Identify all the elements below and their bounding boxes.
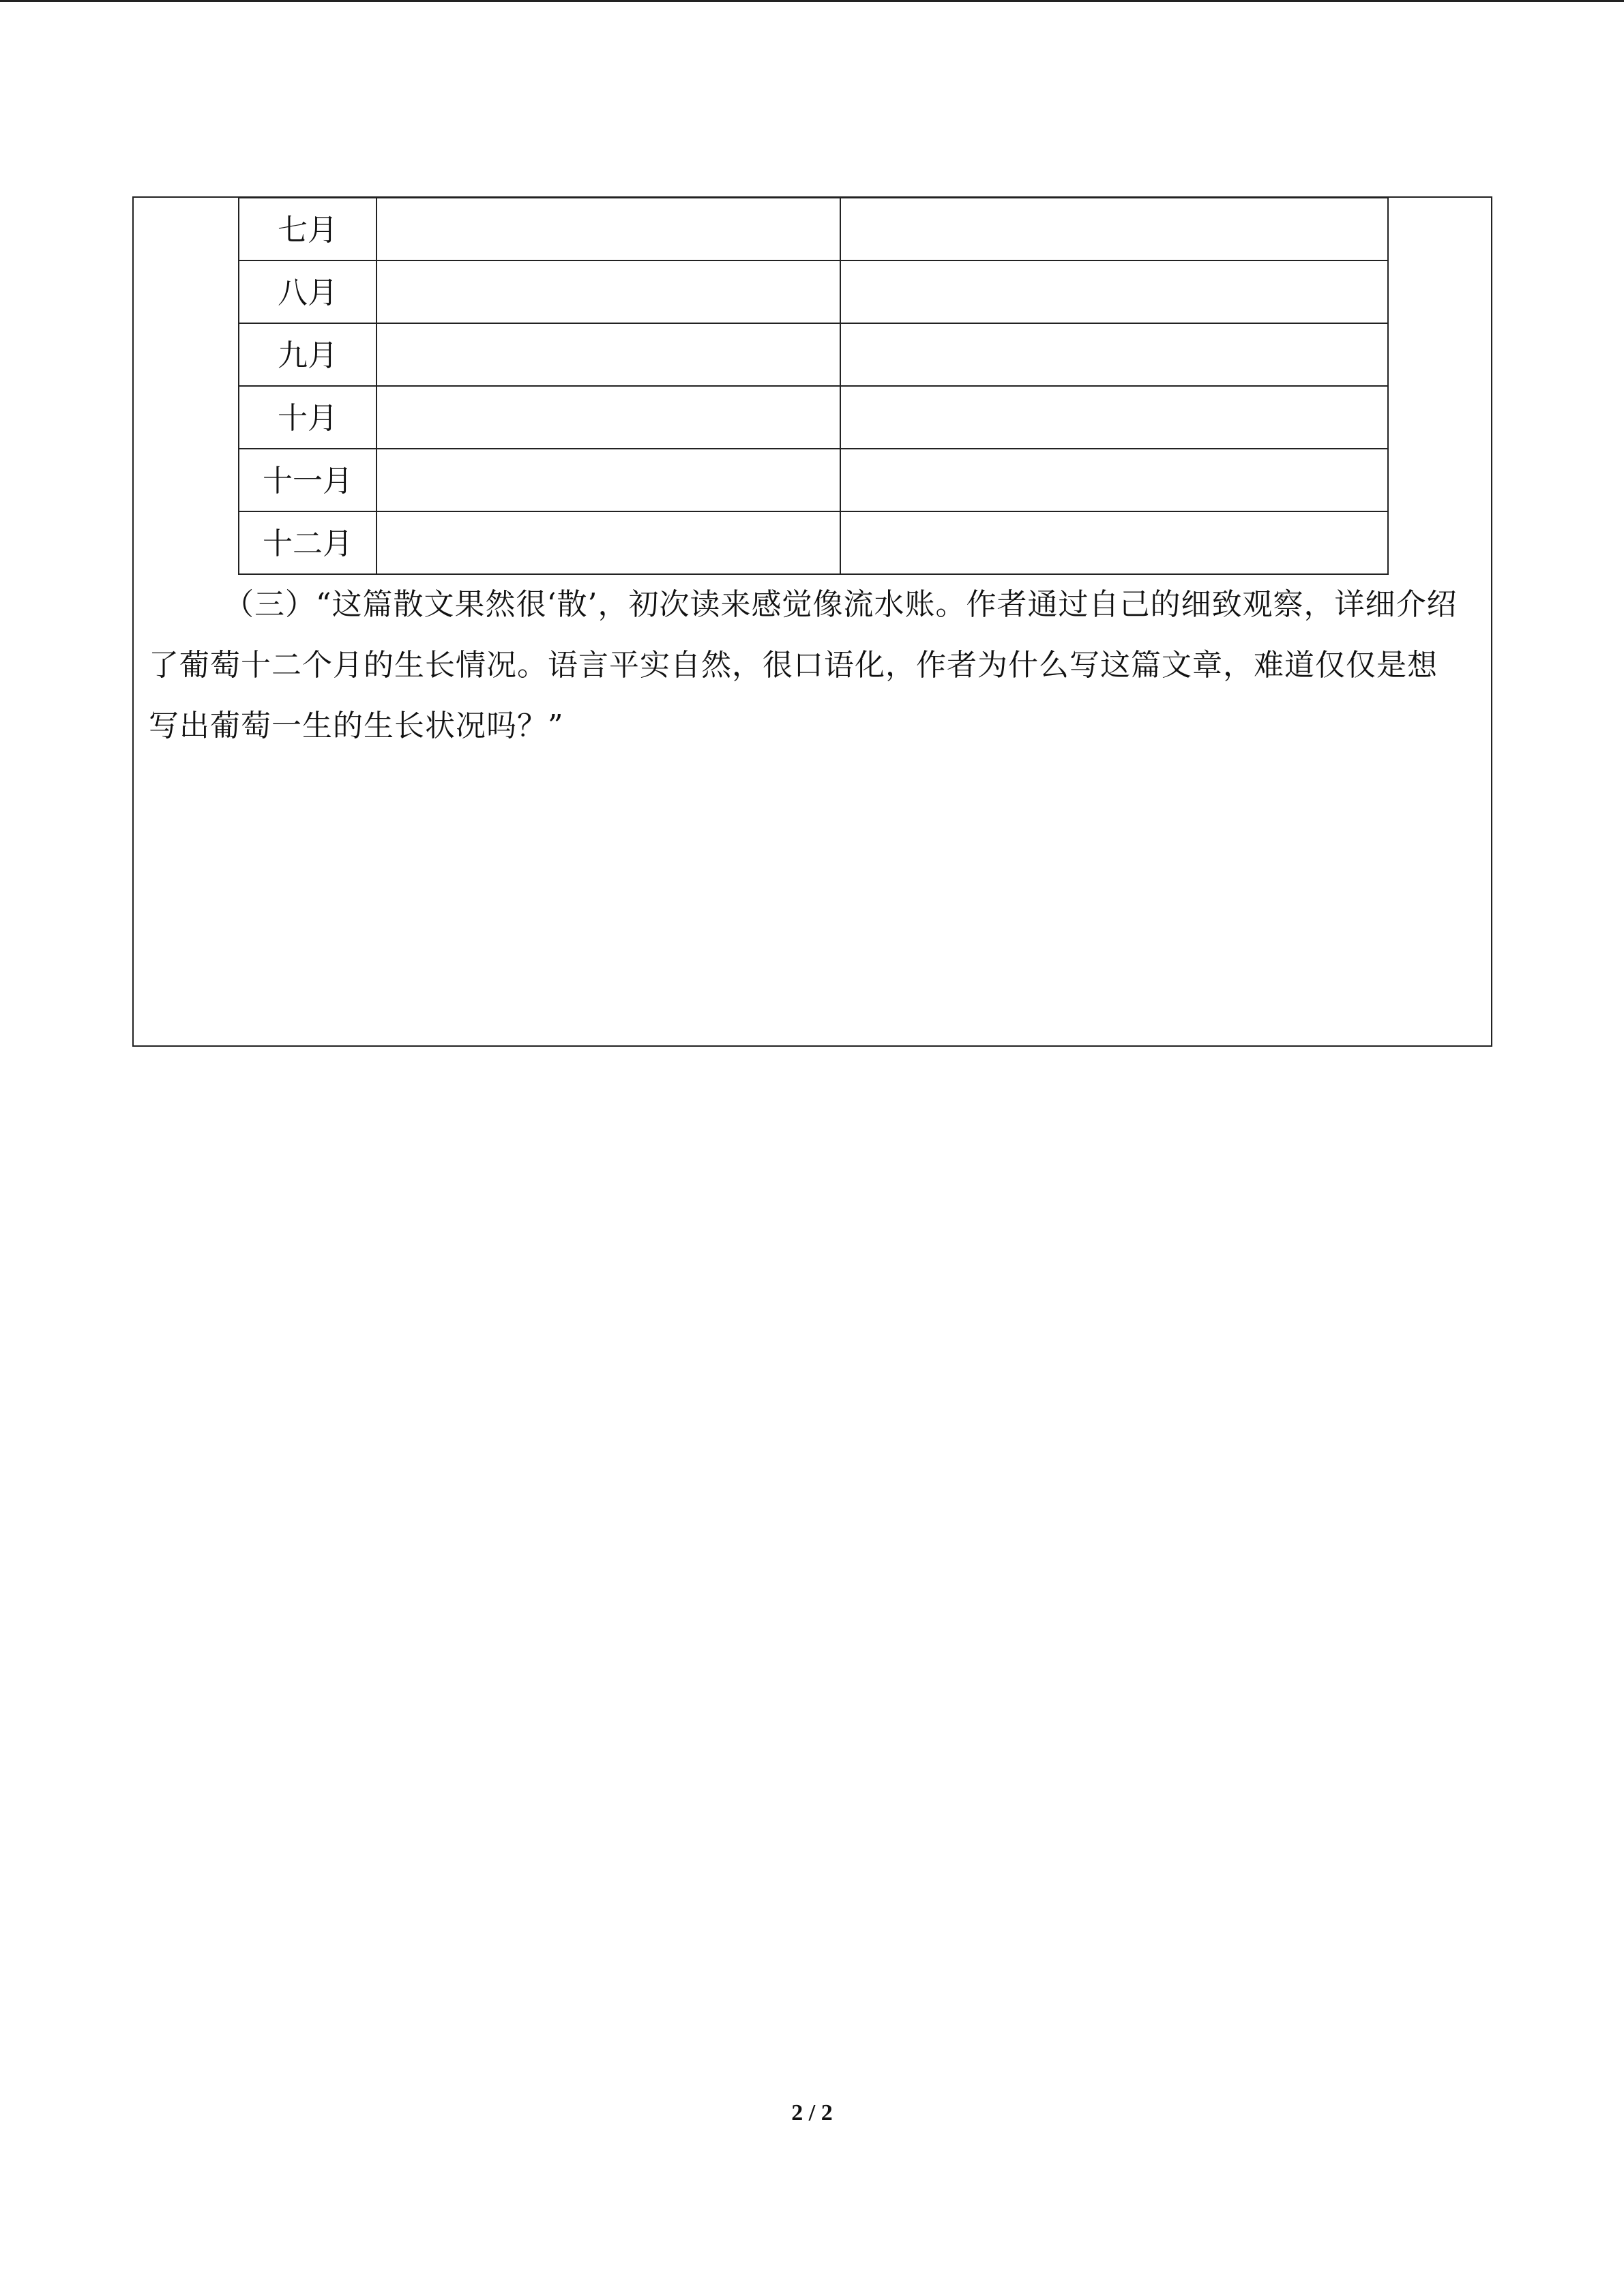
month-label: 十一月 [239,449,377,511]
table-row [239,323,1388,386]
answer-cell [840,449,1388,511]
page-top-border [0,0,1624,2]
table-row [239,511,1388,574]
page-number: 2 / 2 [791,2100,833,2126]
month-label: 十月 [239,386,377,449]
answer-cell [377,511,840,574]
table-row [239,449,1388,511]
answer-cell [377,449,840,511]
question-3-text: （三）“这篇散文果然很‘散’，初次读来感觉像流水账。作者通过自己的细致观察，详细介绍了葡萄十二个月的生长情况。语言平实自然，很口语化，作者为什么写这篇文章，难道仅仅是想写出葡萄一生的生长状况吗？” [149,587,1458,743]
month-label: 十二月 [239,511,377,574]
answer-cell [840,323,1388,386]
month-label: 七月 [239,198,377,260]
answer-cell [840,260,1388,323]
month-label: 九月 [239,323,377,386]
answer-cell [377,323,840,386]
month-table [238,197,1389,575]
answer-cell [377,386,840,449]
table-row [239,260,1388,323]
answer-cell [840,386,1388,449]
answer-cell [840,511,1388,574]
table-row [239,198,1388,260]
answer-cell [377,260,840,323]
month-label: 八月 [239,260,377,323]
answer-cell [377,198,840,260]
answer-cell [840,198,1388,260]
table-row [239,386,1388,449]
